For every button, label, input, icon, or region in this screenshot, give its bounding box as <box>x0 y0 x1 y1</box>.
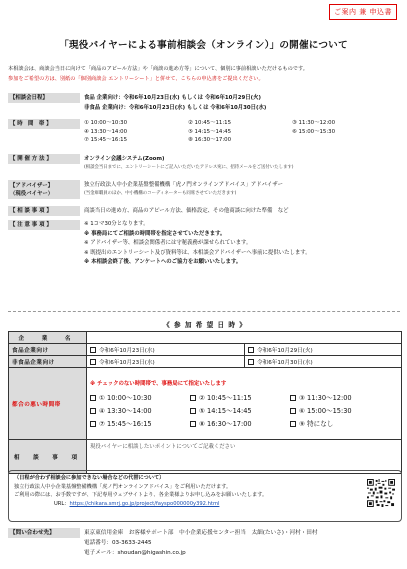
unavailable-time-label: 都合の悪い時間帯 <box>9 368 87 440</box>
slot-checkbox[interactable] <box>90 421 96 427</box>
intro-line-1: 本相談会は、商談会当日に向けて「商品のアピール方法」や「商談の進め方等」について、個別に事前相談いただけるものです。 <box>8 66 308 72</box>
label-date: 【相談会日程】 <box>8 93 80 103</box>
contact-email: 電子メール：shoudan@higashin.co.jp <box>84 550 186 556</box>
time-instruction: ※ チェックのない時間帯で、事務局にて指定いたします <box>90 380 227 387</box>
contact-org: 東京東信用金庫 お客様サポート部 中小企業応援センター担当 太細(たいさ)・河村・田村 <box>84 530 318 536</box>
contact-label: 【問い合わせ先】 <box>8 528 80 538</box>
nonfood-date-1-checkbox[interactable] <box>90 359 96 365</box>
slot-checkbox[interactable] <box>90 395 96 401</box>
notes-list <box>84 220 400 268</box>
consult-label: 相 談 事 項 <box>9 440 87 474</box>
method-value: オンライン会議システム(Zoom) <box>84 156 165 162</box>
label-notes: 【 注 意 事 項 】 <box>8 220 80 230</box>
time-slot: ④ 13:30～14:00 <box>84 128 128 135</box>
advisor-note: (当金庫職員のほか、中小機構のコーディネーターも同席させていただきます) <box>84 191 237 196</box>
nonfood-date-1: 令和6年10月23日(水) <box>99 359 155 366</box>
note-item: ※ 事務局にてご相談の時間帯を指定させていただきます。 <box>84 230 226 237</box>
date-food: 食品 企業向け：令和6年10月23日(水) もしくは 令和6年10月29日(火) <box>84 95 261 101</box>
label-method: 【 開 催 方 法 】 <box>8 154 80 164</box>
form-heading: 《 参 加 希 望 日 時 》 <box>163 321 247 329</box>
note-item: ※ 本相談会終了後、アンケートへのご協力をお願いいたします。 <box>84 259 242 266</box>
slot-checkbox[interactable] <box>290 421 296 427</box>
company-name-field[interactable] <box>87 332 402 344</box>
qr-code-icon <box>367 479 395 507</box>
slot-checkbox[interactable] <box>190 395 196 401</box>
label-content: 【 相 談 事 項 】 <box>8 206 80 216</box>
note-item: ※ 既提出のエントリーシート及び資料等は、本相談会アドバイザーへ事前に提供いたします。 <box>84 249 311 256</box>
time-slot: ⑦ 15:45～16:15 <box>84 137 128 144</box>
url-label: URL： <box>54 500 70 507</box>
content-value: 商談当日の進め方、商品のアピール方法、価格設定、その他商談に向けた準備 など <box>84 208 289 214</box>
nonfood-date-2-checkbox[interactable] <box>248 359 254 365</box>
alt-line-1: 独立行政法人中小企業基盤整備機構「虎ノ門オンラインアドバイス」をご利用いただけます。 <box>14 483 232 490</box>
method-note: (相談会当日までに、エントリーシートにご記入いただいたアドレス宛に、招待メールをご送付いたします) <box>84 165 294 170</box>
note-item: ※ 1コマ30分となります。 <box>84 221 149 227</box>
alt-heading: （日程が合わず相談会に参加できない場合などの代替について） <box>14 475 165 481</box>
nonfood-date-2: 令和6年10月30日(水) <box>257 359 313 366</box>
consult-field[interactable] <box>87 440 402 474</box>
label-time: 【 時 間 帯 】 <box>8 119 80 129</box>
slot-checkbox[interactable] <box>190 408 196 414</box>
food-label: 食品企業向け <box>9 344 87 356</box>
advice-url-link[interactable]: https://chikara.smrj.go.jp/project/fayspo000000y392.html <box>69 500 220 507</box>
time-slot: ⑧ 16:30～17:00 <box>188 137 232 144</box>
slot-checkbox[interactable] <box>90 408 96 414</box>
time-slot: ③ 11:30～12:00 <box>292 120 336 126</box>
date-nonfood: 非食品 企業向け：令和6年10月23日(水) もしくは 令和6年10月30日(水) <box>84 105 267 111</box>
divider <box>8 311 400 312</box>
unavailable-slots: ① 10:00～10:30 ② 10:45～11:15 ③ 11:30～12:00 ④ 13:30～14:00 ⑤ 14:15～14:45 ⑥ 15:00～15:30 ⑦ 15:45～16:15 ⑧ 16:30～17:00 ⑨ 特になし <box>90 389 398 431</box>
slot-checkbox[interactable] <box>290 395 296 401</box>
slot-checkbox[interactable] <box>290 408 296 414</box>
time-slot: ⑤ 14:15～14:45 <box>188 128 232 135</box>
alt-line-2: ご利用の際には、お手数ですが、下記専用ウェブサイトより、各企業様よりお申し込みをお願いいたします。 <box>14 492 268 499</box>
application-form <box>8 331 402 474</box>
note-item: ※ アドバイザー等、相談会関係者には守秘義務が課せられています。 <box>84 240 252 247</box>
form-type-stamp: ご案内 兼 申込書 <box>329 4 397 20</box>
intro-text <box>8 64 400 84</box>
time-slot: ① 10:00～10:30 <box>84 120 128 126</box>
alternative-info-box <box>8 470 402 522</box>
time-slots <box>84 119 400 145</box>
slot-checkbox[interactable] <box>190 421 196 427</box>
page-title: 「現役バイヤーによる事前相談会（オンライン）」の開催について <box>59 40 348 51</box>
time-slot: ⑥ 15:00～15:30 <box>292 128 336 135</box>
food-date-2-checkbox[interactable] <box>248 347 254 353</box>
label-advisor: 【アドバイザー】 （現役バイヤー） <box>8 180 80 199</box>
intro-line-2: 参加をご希望の方は、別紙の「個別商談会 エントリーシート」と併せて、こちらの申込書をご提出ください。 <box>8 76 264 82</box>
food-date-1: 令和6年10月23日(水) <box>99 347 155 354</box>
consult-placeholder: 現役バイヤーに相談したいポイントについてご記載ください <box>90 444 236 450</box>
contact-tel: 電話番号：03-3633-2445 <box>84 540 152 546</box>
company-label: 企 業 名 <box>9 332 87 344</box>
nonfood-label: 非食品企業向け <box>9 356 87 368</box>
food-date-1-checkbox[interactable] <box>90 347 96 353</box>
food-date-2: 令和6年10月29日(火) <box>257 347 313 354</box>
advisor-value: 独立行政法人中小企業基盤整備機構「虎ノ門オンラインアドバイス」アドバイザー <box>84 182 284 188</box>
time-slot: ② 10:45～11:15 <box>188 120 232 126</box>
